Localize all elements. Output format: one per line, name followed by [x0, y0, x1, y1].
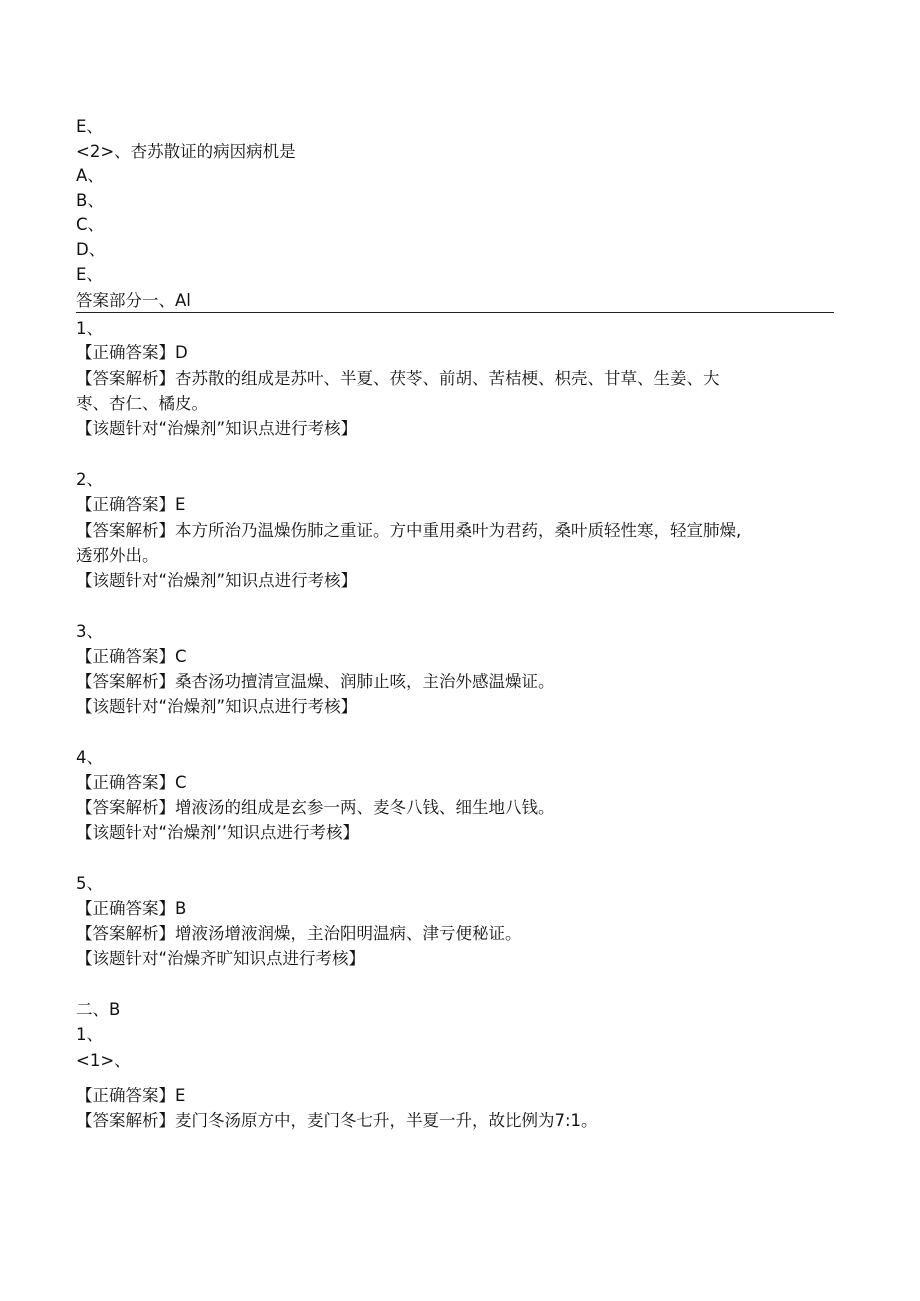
option-b: B、 [76, 191, 104, 210]
topic-note: 【该题针对“治燥剂’’知识点进行考核】 [76, 823, 360, 842]
answer-number: 1、 [76, 319, 103, 338]
answer-number: 3、 [76, 622, 103, 641]
correct-answer: 【正确答案】E [76, 495, 186, 514]
answer-analysis: 【答案解析】桑杏汤功擅清宣温燥、润肺止咳，主治外感温燥证。 [76, 672, 555, 691]
answer-analysis: 【答案解析】杏苏散的组成是苏叶、半夏、茯苓、前胡、苦桔梗、枳壳、甘草、生姜、大 [76, 369, 720, 388]
answer-analysis: 【答案解析】增液汤增液润燥，主治阳明温病、津亏便秘证。 [76, 924, 522, 943]
option-e: E、 [76, 117, 103, 136]
answer-analysis: 【答案解析】本方所治乃温燥伤肺之重证。方中重用桑叶为君药，桑叶质轻性寒，轻宣肺燥, [76, 521, 742, 540]
topic-note: 【该题针对“治燥齐旷知识点进行考核】 [76, 949, 366, 968]
answer-number: 1、 [76, 1025, 103, 1044]
option-e: E、 [76, 265, 103, 284]
correct-answer: 【正确答案】B [76, 899, 187, 918]
correct-answer: 【正确答案】C [76, 647, 187, 666]
answer-analysis-continued: 枣、杏仁、橘皮。 [76, 394, 208, 413]
correct-answer: 【正确答案】E [76, 1086, 186, 1105]
answer-analysis-continued: 透邪外出。 [76, 546, 159, 565]
sub-question-number: <1>、 [76, 1051, 131, 1070]
answer-number: 2、 [76, 470, 103, 489]
option-a: A、 [76, 166, 104, 185]
topic-note: 【该题针对“治燥剂”知识点进行考核】 [76, 697, 358, 716]
answer-section-heading: 答案部分一、Al [76, 291, 191, 310]
answer-analysis: 【答案解析】麦门冬汤原方中，麦门冬七升，半夏一升，故比例为7:1。 [76, 1111, 598, 1130]
option-c: C、 [76, 215, 105, 234]
answer-number: 5、 [76, 874, 103, 893]
topic-note: 【该题针对“治燥剂”知识点进行考核】 [76, 571, 358, 590]
section-divider [76, 312, 834, 313]
section-b-heading: 二、B [76, 1000, 121, 1019]
correct-answer: 【正确答案】D [76, 343, 188, 362]
option-d: D、 [76, 240, 106, 259]
correct-answer: 【正确答案】C [76, 773, 187, 792]
answer-analysis: 【答案解析】增液汤的组成是玄参一两、麦冬八钱、细生地八钱。 [76, 798, 555, 817]
question-2-stem: <2>、杏苏散证的病因病机是 [76, 142, 296, 161]
answer-number: 4、 [76, 748, 103, 767]
topic-note: 【该题针对“治燥剂”知识点进行考核】 [76, 419, 358, 438]
